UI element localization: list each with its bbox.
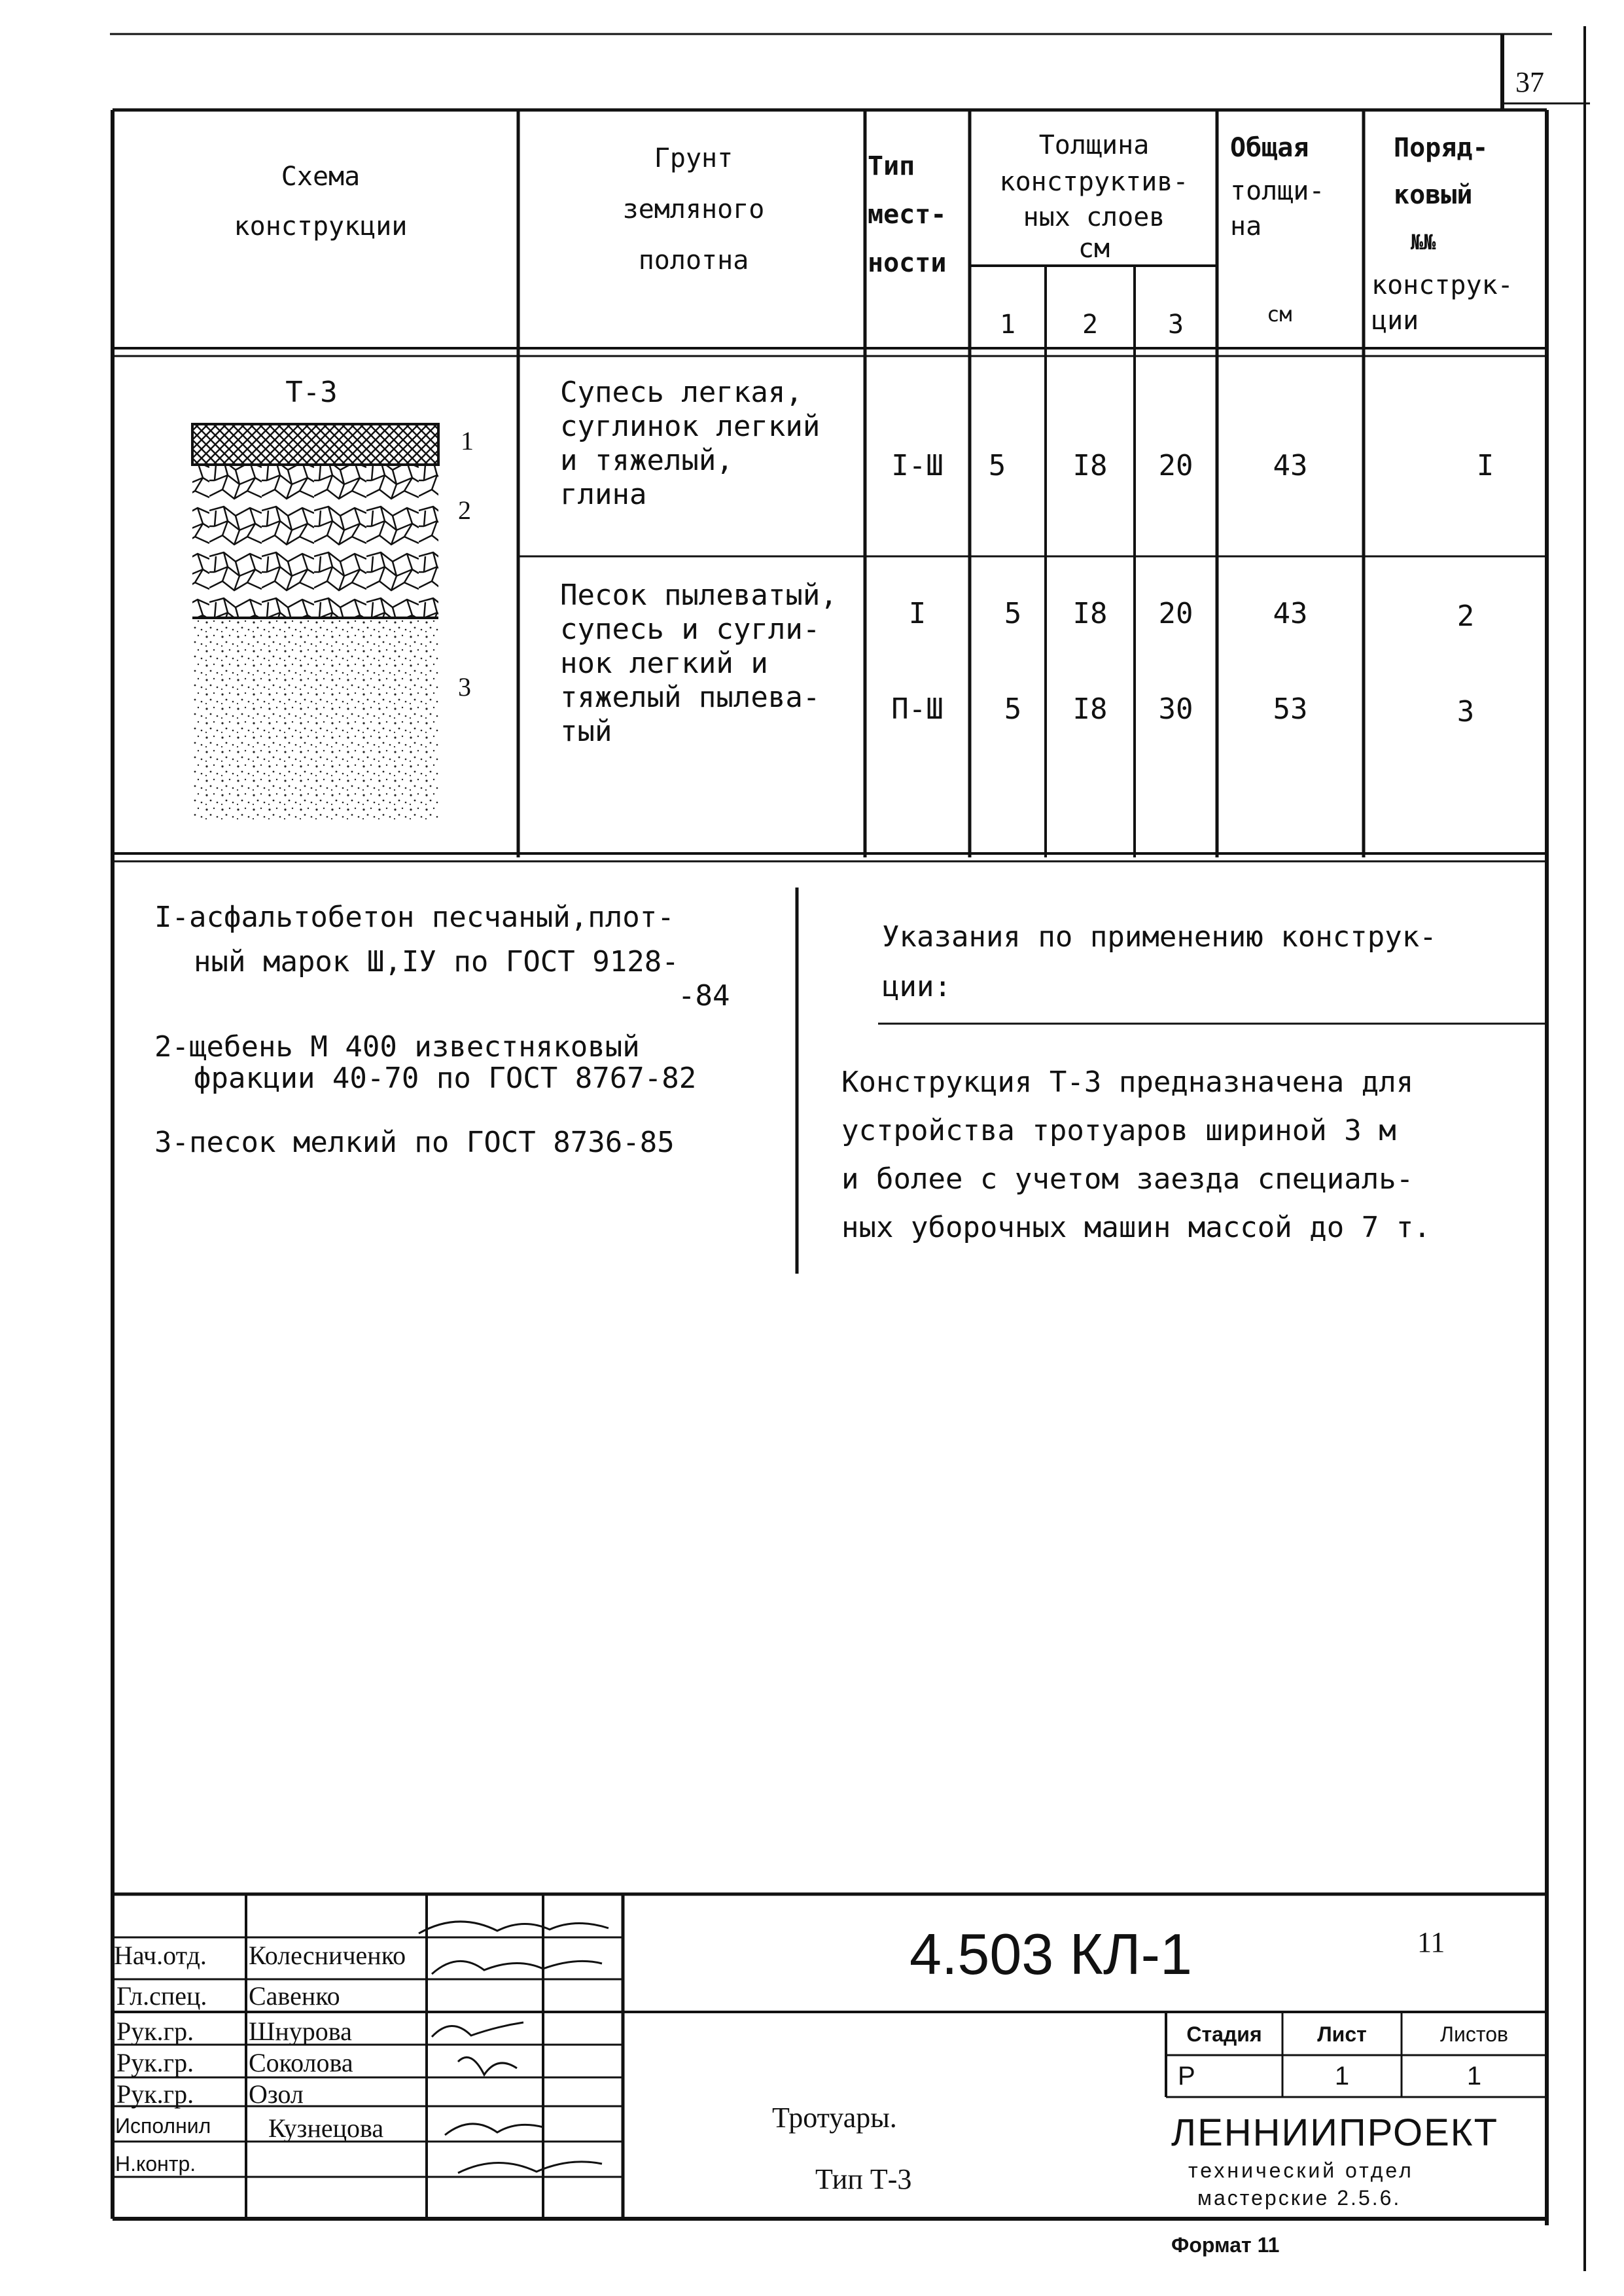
stamp-name-3: Шнурова xyxy=(249,2017,352,2046)
header-terrain-line2: мест- xyxy=(868,200,947,230)
stamp-name-1: Колесниченко xyxy=(249,1941,406,1970)
header-terrain-line1: Тип xyxy=(868,151,915,181)
header-scheme-line2: конструкции xyxy=(234,211,408,242)
header-soil-line2: земляного xyxy=(622,194,765,224)
legend-1-line1: I-асфальтобетон песчаный,плот- xyxy=(154,901,675,934)
sheet-label: Лист xyxy=(1317,2022,1367,2046)
row2-soil-line5: тый xyxy=(560,715,612,748)
row2-layer1: 5 xyxy=(1004,597,1022,630)
header-order-line1: Поряд- xyxy=(1394,133,1489,163)
row2-terrain: I xyxy=(908,597,927,630)
instructions-line4: ных уборочных машин массой до 7 т. xyxy=(841,1211,1431,1244)
row3-total: 53 xyxy=(1273,692,1308,726)
header-thickness-line1: Толщина xyxy=(1038,130,1150,160)
scheme-label: Т-3 xyxy=(285,376,338,409)
instructions-line2: устройства тротуаров шириной 3 м xyxy=(841,1114,1396,1147)
instructions-line3: и более с учетом заезда специаль- xyxy=(841,1162,1414,1196)
row1-total: 43 xyxy=(1273,449,1308,482)
sheet-value: 1 xyxy=(1334,2062,1350,2090)
layer-marker-1: 1 xyxy=(461,426,474,456)
stamp-role-3: Рук.гр. xyxy=(116,2017,194,2046)
stamp-role-4: Рук.гр. xyxy=(116,2048,194,2077)
row1-soil-line2: суглинок легкий xyxy=(560,410,821,443)
header-layer-3: 3 xyxy=(1167,310,1184,340)
stamp-role-2: Гл.спец. xyxy=(116,1981,207,2011)
stage-value: Р xyxy=(1178,2062,1195,2090)
stamp-name-2: Савенко xyxy=(249,1981,340,2011)
row2-order: 2 xyxy=(1456,600,1475,633)
header-terrain-line3: ности xyxy=(868,248,947,278)
header-order-line3: №№ xyxy=(1411,230,1436,255)
header-layer-2: 2 xyxy=(1082,310,1099,340)
org-sub2: мастерские 2.5.6. xyxy=(1197,2186,1402,2210)
header-order-line2: ковый xyxy=(1394,180,1473,210)
header-scheme-line1: Схема xyxy=(281,162,361,192)
row1-order: I xyxy=(1476,449,1494,482)
stamp-role-6: Исполнил xyxy=(115,2114,211,2138)
header-soil-line1: Грунт xyxy=(654,143,733,173)
header-thickness-line2: конструктив- xyxy=(999,167,1189,197)
legend-1-line3: -84 xyxy=(678,979,730,1013)
legend-2-line2: фракции 40-70 по ГОСТ 8767-82 xyxy=(194,1062,697,1095)
header-total-line2: толщи- xyxy=(1230,176,1325,206)
row2-soil-line1: Песок пылеватый, xyxy=(560,579,838,612)
row3-order: 3 xyxy=(1456,695,1475,728)
format-label: Формат 11 xyxy=(1171,2233,1280,2257)
stamp-name-6: Кузнецова xyxy=(268,2113,384,2143)
header-total-line3: на xyxy=(1230,211,1262,242)
instructions-title-line2: ции: xyxy=(882,970,951,1003)
sheet-number: 37 xyxy=(1515,66,1544,98)
row2-soil-line2: супесь и сугли- xyxy=(560,613,821,646)
row2-layer2: I8 xyxy=(1072,597,1108,630)
row3-terrain: П-Ш xyxy=(891,692,944,726)
row1-layer3: 20 xyxy=(1158,449,1193,482)
row1-layer2: I8 xyxy=(1072,449,1108,482)
legend-3: 3-песок мелкий по ГОСТ 8736-85 xyxy=(154,1126,675,1159)
sheets-value: 1 xyxy=(1466,2062,1482,2090)
stamp-name-4: Соколова xyxy=(249,2048,353,2077)
layer-marker-3: 3 xyxy=(458,672,471,702)
row1-layer1: 5 xyxy=(988,449,1006,482)
stamp-role-7: Н.контр. xyxy=(115,2152,196,2176)
header-soil-line3: полотна xyxy=(638,245,749,276)
instructions-line1: Конструкция Т-3 предназначена для xyxy=(841,1066,1414,1099)
stamp-name-5: Озол xyxy=(249,2079,304,2109)
row2-layer3: 20 xyxy=(1158,597,1193,630)
header-total-unit: см xyxy=(1267,302,1292,327)
header-total-line1: Общая xyxy=(1230,133,1309,163)
row2-soil-line4: тяжелый пылева- xyxy=(560,681,821,714)
layer-marker-2: 2 xyxy=(458,495,471,525)
header-thickness-line3: ных слоев xyxy=(1023,202,1165,232)
header-order-line4: конструк- xyxy=(1371,270,1513,300)
stamp-title-line1: Тротуары. xyxy=(772,2102,897,2134)
stage-label: Стадия xyxy=(1186,2022,1262,2046)
row2-total: 43 xyxy=(1273,597,1308,630)
row1-soil-line4: глина xyxy=(560,478,647,511)
stamp-role-1: Нач.отд. xyxy=(114,1941,207,1970)
org-name: ЛЕННИИПРОЕКТ xyxy=(1171,2111,1499,2154)
stamp-title-line2: Тип Т-3 xyxy=(815,2163,912,2195)
header-layer-1: 1 xyxy=(999,310,1016,340)
row1-terrain: I-Ш xyxy=(891,449,944,482)
header-thickness-unit: см xyxy=(1078,234,1110,264)
legend-1-line2: ный марок Ш,IУ по ГОСТ 9128- xyxy=(194,945,679,978)
doc-code: 4.503 КЛ-1 xyxy=(909,1922,1192,1986)
row2-soil-line3: нок легкий и xyxy=(560,647,768,680)
instructions-title-line1: Указания по применению конструк- xyxy=(882,920,1437,954)
sheets-label: Листов xyxy=(1440,2022,1508,2046)
row3-layer3: 30 xyxy=(1158,692,1193,726)
org-sub1: технический отдел xyxy=(1188,2159,1414,2182)
row1-soil-line1: Супесь легкая, xyxy=(560,376,803,409)
row1-soil-line3: и тяжелый, xyxy=(560,444,733,477)
legend-2-line1: 2-щебень М 400 известняковый xyxy=(154,1030,640,1064)
stamp-role-5: Рук.гр. xyxy=(116,2079,194,2109)
header-order-line5: ции xyxy=(1371,306,1419,336)
doc-suffix: 11 xyxy=(1417,1926,1445,1958)
row3-layer2: I8 xyxy=(1072,692,1108,726)
row3-layer1: 5 xyxy=(1004,692,1022,726)
